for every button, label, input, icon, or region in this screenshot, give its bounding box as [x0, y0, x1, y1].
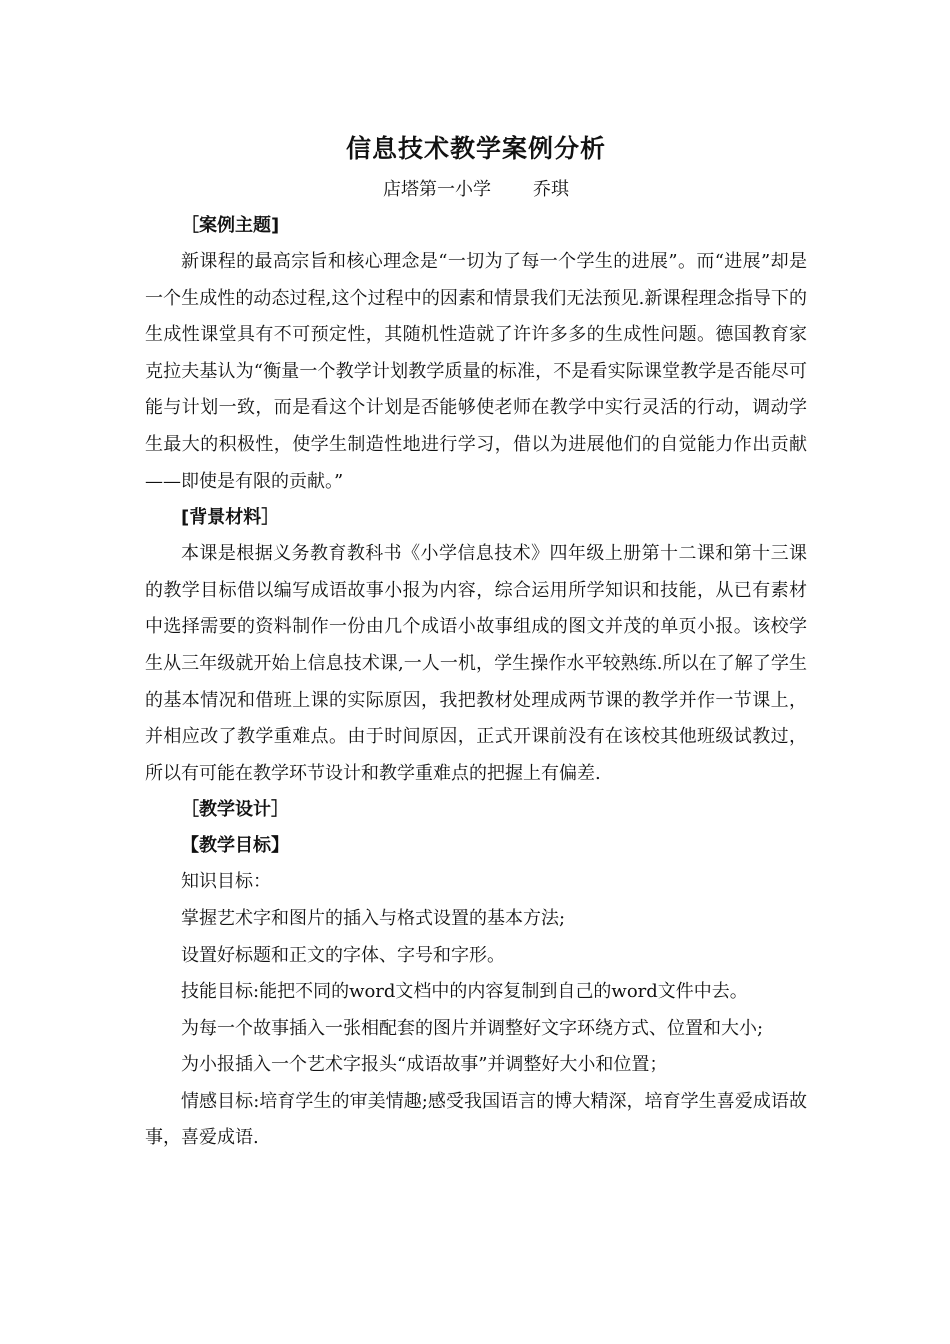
emotion-objective-paragraph: 情感目标:培育学生的审美情趣;感受我国语言的博大精深，培育学生喜爱成语故事，喜爱成语.: [145, 1090, 807, 1149]
document-page: [145, 128, 807, 1157]
objective-line: 技能目标:能把不同的word文档中的内容复制到自己的word文件中去。: [181, 981, 748, 1003]
objective-line: 知识目标：: [181, 871, 271, 893]
objective-line: 为每一个故事插入一张相配套的图片并调整好文字环绕方式、位置和大小;: [181, 1017, 764, 1039]
background-paragraph: 本课是根据义务教育教科书《小学信息技术》四年级上册第十二课和第十三课的教学目标借以编写成语故事小报为内容，综合运用所学知识和技能，从已有素材中选择需要的资料制作一份由几个成语小故事组成的图文并茂的单页小报。该校学生从三年级就开始上信息技术课,一人一机，学生操作水平较熟练.所以在了解了学生的基本情况和借班上课的实际原因，我把教材处理成两节课的教学并作一节课上，并相应改了教学重难点。由于时间原因，正式开课前没有在该校其他班级试教过，所以有可能在教学环节设计和教学重难点的把握上有偏差.: [145, 543, 807, 784]
document-title: 信息技术教学案例分析: [345, 134, 606, 163]
author-name: 乔琪: [533, 179, 569, 200]
theme-paragraph: 新课程的最高宗旨和核心理念是“一切为了每一个学生的进展”。而“进展”却是一个生成性的动态过程,这个过程中的因素和情景我们无法预见.新课程理念指导下的生成性课堂具有不可预定性，其随机性造就了许许多多的生成性问题。德国教育家克拉夫基认为“衡量一个教学计划教学质量的标准，不是看实际课堂教学是否能尽可能与计划一致，而是看这个计划是否能够使老师在教学中实行灵活的行动，调动学生最大的积极性，使学生制造性地进行学习，借以为进展他们的自觉能力作出贡献——即使是有限的贡献。”: [145, 251, 807, 492]
design-heading: ［教学设计］: [181, 799, 289, 821]
objective-line: 为小报插入一个艺术字报头“成语故事”并调整好大小和位置；: [181, 1054, 668, 1076]
objective-line: 掌握艺术字和图片的插入与格式设置的基本方法;: [181, 907, 566, 929]
objectives-heading: 【教学目标】: [181, 835, 289, 857]
theme-heading: ［案例主题]: [181, 215, 280, 236]
school-name: 店塔第一小学: [383, 179, 491, 200]
byline: [145, 172, 807, 208]
objective-line: 设置好标题和正文的字体、字号和字形。: [181, 944, 505, 966]
background-heading: [背景材料］: [181, 507, 280, 529]
